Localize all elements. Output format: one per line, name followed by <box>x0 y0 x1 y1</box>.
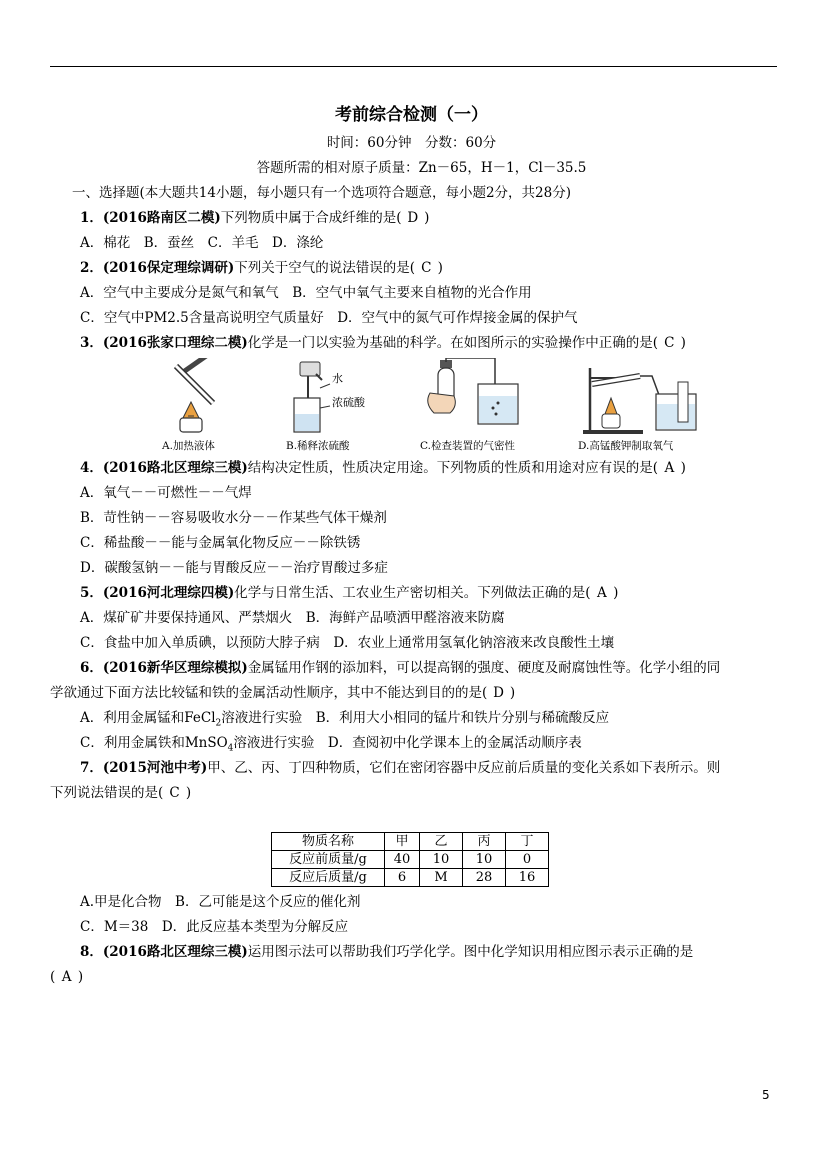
table-header-cell: 丙 <box>463 833 506 851</box>
q5-options-ab: A．煤矿矿井要保持通风、严禁烟火 B．海鲜产品喷洒甲醛溶液来防腐 <box>80 610 505 626</box>
q3-source: (2016张家口理综二模) <box>102 335 248 351</box>
q4-answer: A <box>664 460 675 476</box>
table-cell: 40 <box>385 851 420 869</box>
figure-d-caption: D.高锰酸钾制取氧气 <box>578 440 674 452</box>
question-6-cont <box>50 683 515 703</box>
q8-close: ) <box>77 969 84 985</box>
table-header-row <box>272 833 549 851</box>
figure-b-acid-label: 浓硫酸 <box>332 396 365 409</box>
q1-source: (2016路南区二模) <box>102 210 221 226</box>
q6-options-ab <box>80 708 609 734</box>
figure-b-diluting-acid <box>286 358 406 453</box>
q7-options-ab: A.甲是化合物 B．乙可能是这个反应的催化剂 <box>80 894 361 910</box>
q2-answer: C <box>421 260 432 276</box>
q3-number: 3． <box>80 335 103 351</box>
table-cell: 10 <box>463 851 506 869</box>
table-header-cell: 甲 <box>385 833 420 851</box>
q3-figures <box>158 358 718 453</box>
q6-option-c-text: C．利用金属铁和MnSO <box>80 735 228 751</box>
q2-stem: 下列关于空气的说法错误的是( <box>234 260 416 276</box>
q2-source: (2016保定理综调研) <box>102 260 235 276</box>
q2-options-ab: A．空气中主要成分是氮气和氧气 B．空气中氧气主要来自植物的光合作用 <box>80 285 532 301</box>
figure-b-water-label: 水 <box>332 372 343 385</box>
heating-liquid-illustration <box>158 358 248 436</box>
page-title: 考前综合检测（一） <box>335 105 488 125</box>
q5-close: ) <box>613 585 619 601</box>
q8-open: ( <box>50 969 56 985</box>
figure-d-oxygen-preparation <box>578 358 698 453</box>
question-4 <box>80 458 686 478</box>
table-row <box>272 869 549 887</box>
q6-answer: D <box>493 685 504 701</box>
q6-stem-line2: 学欲通过下面方法比较锰和铁的金属活动性顺序，其中不能达到目的的是( <box>50 685 488 701</box>
q3-close: ) <box>680 335 686 351</box>
table-cell: 6 <box>385 869 420 887</box>
atomic-mass-note: 答题所需的相对原子质量：Zn－65，H－1，Cl－35.5 <box>256 160 587 176</box>
question-6 <box>80 658 720 678</box>
table-cell: M <box>420 869 463 887</box>
q4-close: ) <box>680 460 686 476</box>
q6-source: (2016新华区理综模拟) <box>102 660 248 676</box>
q4-option-a: A．氧气－－可燃性－－气焊 <box>80 485 252 501</box>
table-header-cell: 乙 <box>420 833 463 851</box>
q6-options-cd <box>80 733 582 759</box>
figure-a-heating-liquid <box>158 358 278 453</box>
q1-number: 1． <box>80 210 103 226</box>
question-3 <box>80 333 686 353</box>
q1-answer: D <box>407 210 419 226</box>
q3-answer: C <box>664 335 675 351</box>
q6-option-c-rest: 溶液进行实验 D．查阅初中化学课本上的金属活动顺序表 <box>233 735 582 751</box>
q4-option-c: C．稀盐酸－－能与金属氧化物反应－－除铁锈 <box>80 535 361 551</box>
q2-options-cd: C．空气中PM2.5含量高说明空气质量好 D．空气中的氮气可作焊接金属的保护气 <box>80 310 578 326</box>
q6-number: 6． <box>80 660 103 676</box>
q4-stem: 结构决定性质，性质决定用途。下列物质的性质和用途对应有误的是( <box>247 460 659 476</box>
q8-number: 8． <box>80 944 103 960</box>
q2-number: 2． <box>80 260 103 276</box>
figure-c-airtightness <box>420 358 540 453</box>
figure-a-caption: A.加热液体 <box>162 440 215 452</box>
q7-options-cd: C．M＝38 D．此反应基本类型为分解反应 <box>80 919 349 935</box>
figure-c-caption: C.检查装置的气密性 <box>420 440 515 452</box>
q4-source: (2016路北区理综三模) <box>102 460 248 476</box>
table-header-cell: 丁 <box>506 833 549 851</box>
table-cell: 反应后质量/g <box>272 869 385 887</box>
q7-close: ) <box>185 785 192 801</box>
q7-answer: C <box>169 785 180 801</box>
figure-b-caption: B.稀释浓硫酸 <box>286 440 350 452</box>
section-heading: 一、选择题(本大题共14小题，每小题只有一个选项符合题意，每小题2分，共28分) <box>72 185 571 201</box>
table-cell: 16 <box>506 869 549 887</box>
q4-option-b: B．苛性钠－－容易吸收水分－－作某些气体干燥剂 <box>80 510 387 526</box>
table-row <box>272 851 549 869</box>
q5-source: (2016河北理综四模) <box>102 585 235 601</box>
q5-options-cd: C．食盐中加入单质碘，以预防大脖子病 D．农业上通常用氢氧化钠溶液来改良酸性土壤 <box>80 635 615 651</box>
q7-stem-line1: 甲、乙、丙、丁四种物质，它们在密闭容器中反应前后质量的变化关系如下表所示。则 <box>207 760 721 776</box>
header-rule <box>50 66 777 67</box>
question-7-cont <box>50 783 191 803</box>
airtightness-illustration <box>420 358 530 436</box>
oxygen-preparation-illustration <box>578 358 708 436</box>
q7-mass-table <box>271 832 549 887</box>
question-7 <box>80 758 720 778</box>
q6-option-a-text: A．利用金属锰和FeCl <box>80 710 216 726</box>
q1-close: ) <box>424 210 430 226</box>
q5-stem: 化学与日常生活、工农业生产密切相关。下列做法正确的是( <box>234 585 591 601</box>
table-cell: 28 <box>463 869 506 887</box>
q6-close: ) <box>509 685 516 701</box>
q2-close: ) <box>437 260 443 276</box>
q3-stem: 化学是一门以实验为基础的科学。在如图所示的实验操作中正确的是( <box>247 335 659 351</box>
table-cell: 0 <box>506 851 549 869</box>
page-number: 5 <box>762 1088 770 1102</box>
q8-source: (2016路北区理综三模) <box>102 944 248 960</box>
q8-stem: 运用图示法可以帮助我们巧学化学。图中化学知识用相应图示表示正确的是 <box>247 944 694 960</box>
q6-option-a-rest: 溶液进行实验 B．利用大小相同的锰片和铁片分别与稀硫酸反应 <box>221 710 610 726</box>
table-header-cell: 物质名称 <box>272 833 385 851</box>
q6-option-c-subscript: 4 <box>227 743 234 754</box>
table-cell: 反应前质量/g <box>272 851 385 869</box>
q7-stem-line2: 下列说法错误的是( <box>50 785 164 801</box>
question-8 <box>80 942 693 962</box>
question-2 <box>80 258 443 278</box>
question-5 <box>80 583 618 603</box>
table-cell: 10 <box>420 851 463 869</box>
question-1 <box>80 208 429 228</box>
q1-stem: 下列物质中属于合成纤维的是( <box>220 210 402 226</box>
q4-number: 4． <box>80 460 103 476</box>
question-8-cont <box>50 967 83 987</box>
q4-option-d: D．碳酸氢钠－－能与胃酸反应－－治疗胃酸过多症 <box>80 560 388 576</box>
q8-answer: A <box>61 969 72 985</box>
q6-stem-line1: 金属锰用作钢的添加料，可以提高钢的强度、硬度及耐腐蚀性等。化学小组的同 <box>247 660 721 676</box>
q1-options: A．棉花 B．蚕丝 C．羊毛 D．涤纶 <box>80 235 324 251</box>
q5-answer: A <box>596 585 607 601</box>
q7-source: (2015河池中考) <box>102 760 208 776</box>
q6-option-a-subscript: 2 <box>215 718 222 729</box>
time-score: 时间：60分钟 分数：60分 <box>326 135 497 151</box>
q7-number: 7． <box>80 760 103 776</box>
q5-number: 5． <box>80 585 103 601</box>
